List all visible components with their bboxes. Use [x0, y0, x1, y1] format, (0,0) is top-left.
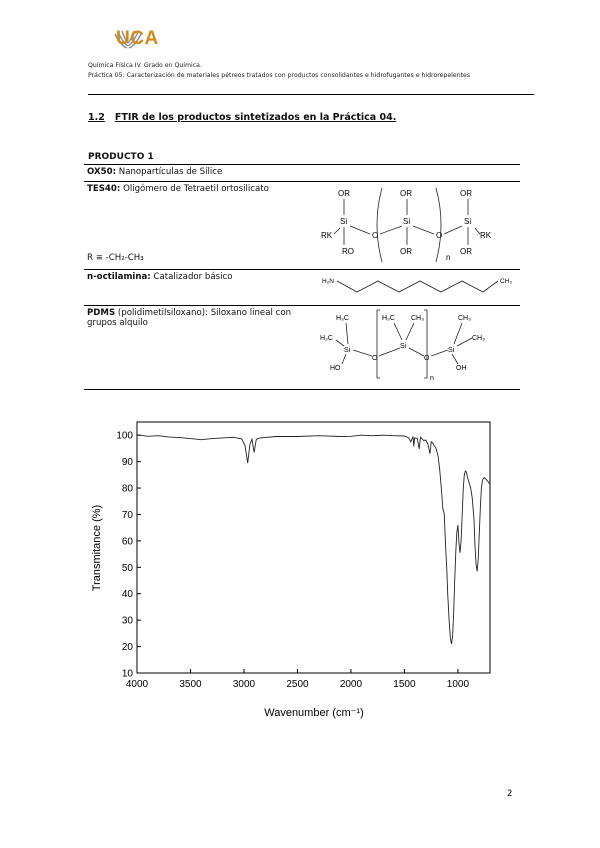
pdms-h3c: H₃C	[320, 335, 333, 342]
section-number: 1.2	[88, 112, 105, 123]
y-axis-label: Transmitance (%)	[91, 504, 103, 592]
pdms-ch3: CH₃	[411, 315, 424, 322]
row-tes40	[84, 182, 320, 270]
tes40-or: OR	[338, 189, 350, 198]
ftir-chart	[80, 412, 500, 732]
section-heading	[88, 112, 396, 123]
x-tick-label: 3500	[179, 679, 202, 690]
y-tick-label: 50	[121, 562, 133, 574]
pdms-o: O	[372, 355, 378, 362]
pdms-n: n	[430, 375, 434, 382]
row-desc: Catalizador básico	[153, 272, 233, 282]
pdms-ch3: CH₃	[472, 335, 485, 342]
tes40-structure-cell	[320, 182, 520, 270]
tes40-o: O	[372, 231, 379, 240]
tes40-ro: RO	[342, 247, 354, 256]
row-key: OX50:	[87, 167, 117, 177]
pdms-h3c: H₃C	[382, 315, 395, 322]
product-title: PRODUCTO 1	[88, 152, 154, 162]
row-pdms	[84, 306, 320, 390]
row-octylamine	[84, 270, 320, 306]
tes40-or: OR	[400, 189, 412, 198]
y-tick-label: 30	[121, 615, 133, 627]
page-number: 2	[507, 789, 513, 799]
pdms-structure-cell	[320, 306, 520, 390]
pdms-ch3: CH₃	[458, 315, 471, 322]
x-tick-label: 1000	[446, 679, 470, 690]
octylamine-ch3: CH₃	[500, 278, 513, 285]
tes40-si: Si	[340, 217, 348, 226]
uca-logo-text: UCA	[116, 28, 159, 49]
tes40-rk-left: RK	[321, 231, 333, 240]
y-tick-label: 90	[121, 457, 133, 469]
tes40-structure	[320, 182, 520, 266]
row-desc: Nanopartículas de Sílice	[118, 167, 223, 177]
x-tick-label: 4000	[125, 679, 149, 690]
y-tick-label: 80	[121, 483, 133, 495]
x-tick-label: 2000	[339, 679, 363, 690]
pdms-structure	[320, 306, 520, 386]
x-axis-label: Wavenumber (cm⁻¹)	[264, 707, 364, 719]
row-key: TES40:	[87, 184, 121, 194]
tes40-o: O	[436, 231, 443, 240]
row-ox50	[84, 165, 520, 182]
row-key: n-octilamina:	[87, 272, 151, 282]
section-title: FTIR de los productos sintetizados en la Práctica 04.	[114, 112, 397, 123]
x-tick-label: 1500	[393, 679, 416, 690]
x-tick-label: 3000	[232, 679, 256, 690]
header-practice: Práctica 05: Caracterización de materiales pétreos tratados con productos consolidantes e hidrofugantes e hidrorepelentes	[88, 72, 471, 79]
y-tick-label: 60	[121, 536, 133, 548]
table-row	[84, 182, 520, 270]
pdms-si: Si	[448, 347, 455, 354]
pdms-oh: OH	[456, 365, 467, 372]
pdms-si: Si	[400, 343, 407, 350]
pdms-ho: HO	[330, 365, 341, 372]
plot-frame	[137, 422, 490, 673]
x-tick-label: 2500	[286, 679, 309, 690]
pdms-h3c: H₃C	[336, 315, 349, 322]
y-tick-label: 10	[121, 668, 133, 680]
table-row	[84, 270, 520, 306]
components-table	[84, 164, 520, 390]
x-axis	[126, 669, 470, 690]
header-course: Química Física IV. Grado en Química.	[88, 62, 202, 69]
tes40-rk-right: RK	[480, 231, 492, 240]
spectrum-line	[137, 435, 490, 644]
tes40-or: OR	[460, 189, 472, 198]
y-tick-label: 70	[121, 509, 133, 521]
octylamine-structure-cell	[320, 270, 520, 306]
tes40-or: OR	[400, 247, 412, 256]
pdms-o: O	[424, 355, 430, 362]
table-row	[84, 165, 520, 182]
tes40-si: Si	[403, 217, 411, 226]
y-tick-label: 100	[116, 430, 133, 442]
octylamine-structure	[320, 270, 520, 302]
tes40-or: OR	[460, 247, 472, 256]
tes40-si: Si	[464, 217, 472, 226]
header-divider	[88, 94, 534, 95]
row-desc: Oligómero de Tetraetil ortosilicato	[123, 184, 269, 194]
pdms-si: Si	[344, 347, 351, 354]
row-key: PDMS	[87, 308, 116, 318]
r-group-note: R ≡ -CH₂-CH₃	[87, 253, 144, 263]
y-tick-label: 20	[121, 642, 133, 654]
table-row	[84, 306, 520, 390]
row-desc: (polidimetilsiloxano): Siloxano lineal con grupos alquilo	[87, 308, 292, 328]
octylamine-h2n: H₂N	[322, 278, 334, 285]
tes40-n: n	[446, 253, 451, 262]
y-tick-label: 40	[121, 589, 133, 601]
